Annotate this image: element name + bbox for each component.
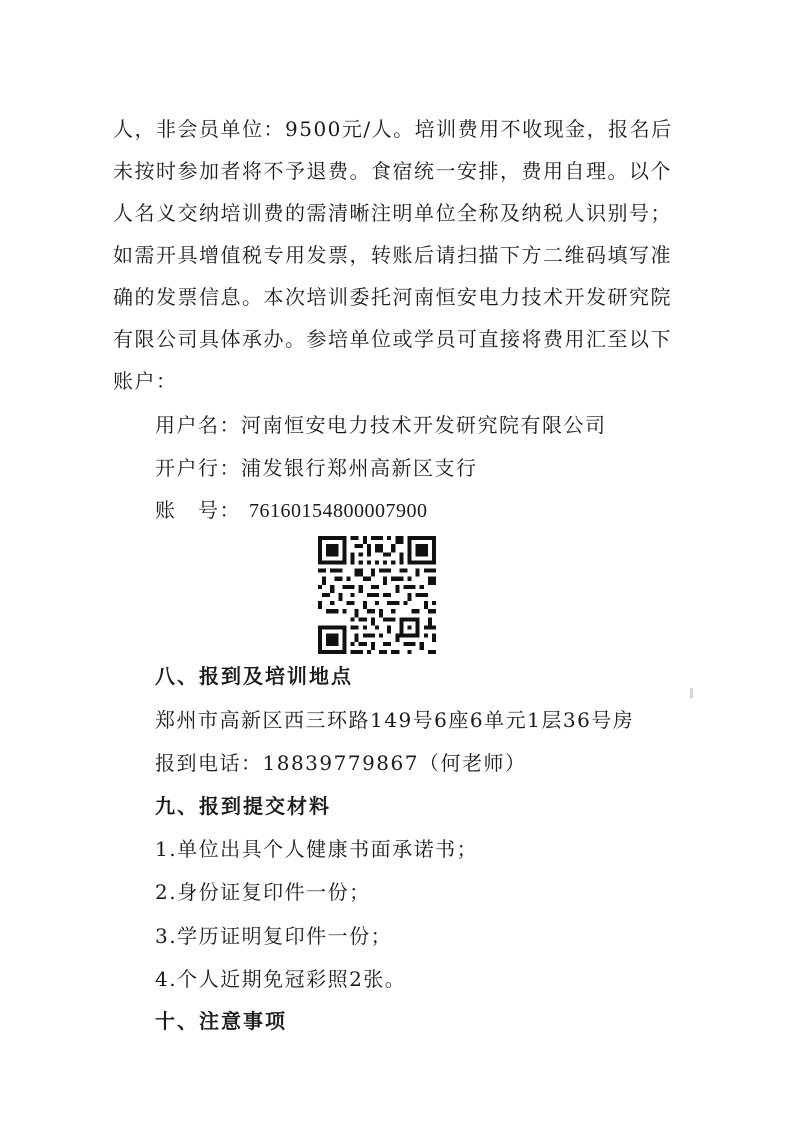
paragraph-line: 如需开具增值税专用发票，转账后请扫描下方二维码填写准: [113, 243, 672, 267]
account-number-value: 76160154800007900: [249, 500, 428, 522]
paragraph-line: 确的发票信息。本次培训委托河南恒安电力技术开发研究院: [113, 285, 672, 309]
section8-address: 郑州市高新区西三环路149号6座6单元1层36号房: [155, 708, 635, 732]
paragraph-line: 账户：: [113, 369, 178, 393]
section9-heading: 九、报到提交材料: [155, 794, 331, 818]
account-name-value: 河南恒安电力技术开发研究院有限公司: [241, 413, 607, 437]
section8-phone: 报到电话：18839779867（何老师）: [155, 751, 527, 775]
account-bank-label: 开户行：: [155, 456, 241, 480]
paragraph-line: 未按时参加者将不予退费。食宿统一安排，费用自理。以个: [113, 159, 672, 183]
invoice-qr-code[interactable]: [318, 536, 436, 654]
account-number-label: 账 号：: [155, 498, 241, 522]
account-name-label: 用户名：: [155, 413, 241, 437]
paragraph-line: 人，非会员单位：9500元/人。培训费用不收现金，报名后: [113, 117, 673, 141]
section10-heading: 十、注意事项: [155, 1009, 287, 1033]
list-item: 4.个人近期免冠彩照2张。: [155, 967, 407, 991]
list-item: 2.身份证复印件一份；: [155, 880, 371, 904]
account-bank-row: [155, 458, 478, 478]
scan-mark: [690, 688, 693, 698]
account-number-row: [155, 500, 428, 521]
paragraph-line: 有限公司具体承办。参培单位或学员可直接将费用汇至以下: [113, 327, 672, 351]
account-name-row: [155, 415, 607, 435]
section8-heading: 八、报到及培训地点: [155, 664, 353, 688]
list-item: 1.单位出具个人健康书面承诺书；: [155, 837, 479, 861]
list-item: 3.学历证明复印件一份；: [155, 924, 393, 948]
account-bank-value: 浦发银行郑州高新区支行: [241, 456, 478, 480]
paragraph-line: 人名义交纳培训费的需清晰注明单位全称及纳税人识别号；: [113, 201, 672, 225]
